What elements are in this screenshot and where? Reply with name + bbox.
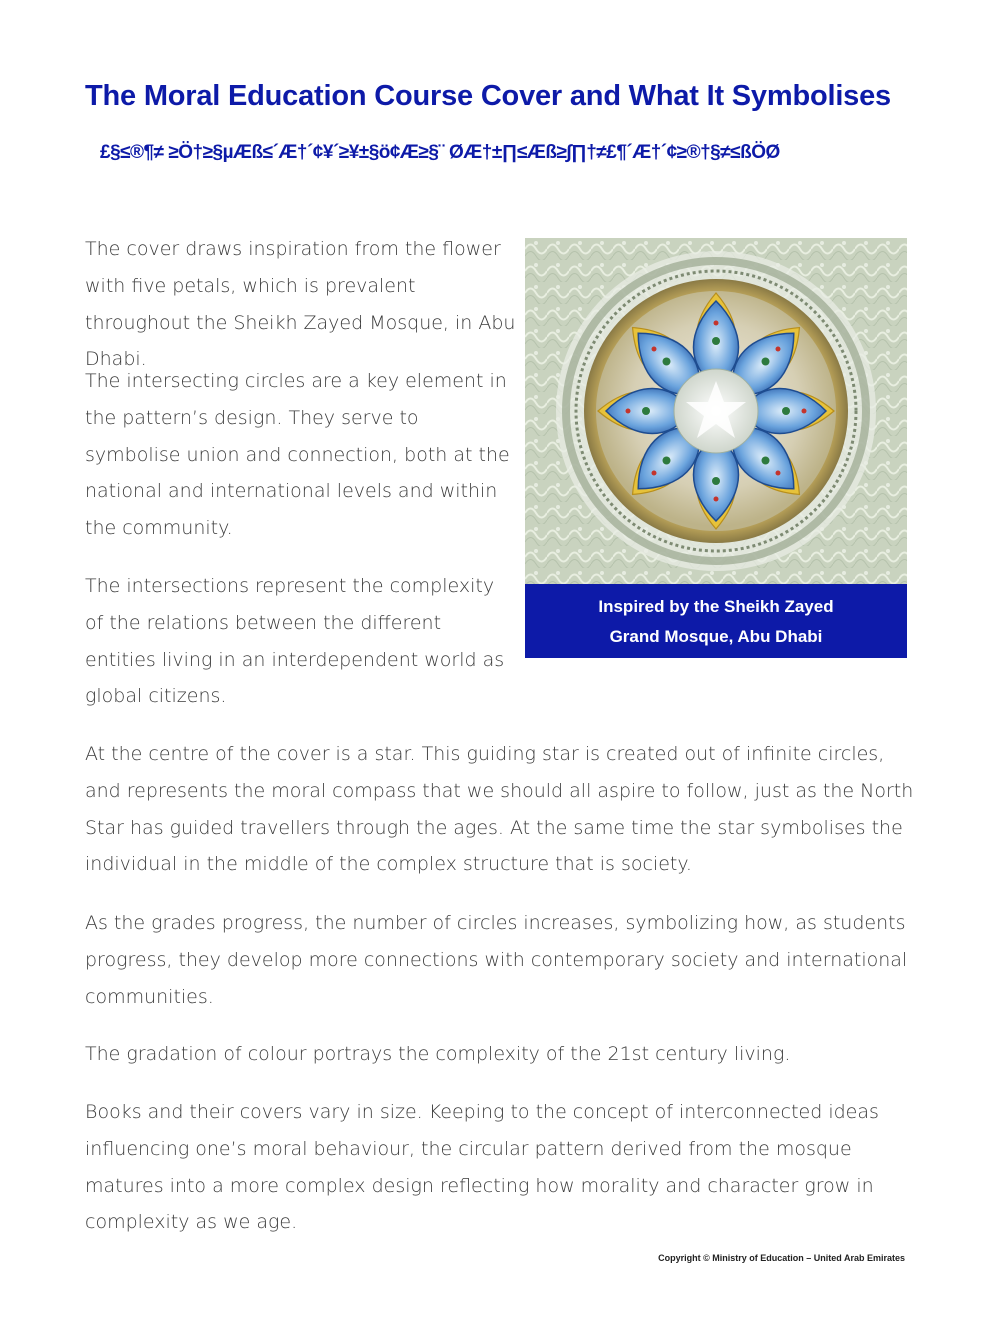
paragraph-4: At the centre of the cover is a star. This guiding star is created out of infinite circles, and represents the moral compass that we should all aspire to follow, just as the North Star has guided travellers through the ages. At the same time the star symbolises the individual in the middle of the complex structure that is society.	[85, 743, 914, 876]
paragraph-6: The gradation of colour portrays the complexity of the 21st century living.	[85, 1043, 791, 1065]
caption-line-2: Grand Mosque, Abu Dhabi	[609, 627, 823, 646]
mosque-figure	[525, 238, 907, 658]
caption-line-1: Inspired by the Sheikh Zayed	[598, 597, 834, 616]
figure-caption	[525, 584, 907, 658]
copyright-notice: Copyright © Ministry of Education – United Arab Emirates	[658, 1253, 905, 1263]
paragraph-5: As the grades progress, the number of circles increases, symbolizing how, as students progress, they develop more connections with contemporary society and international communities.	[85, 912, 908, 1008]
paragraph-2: The intersecting circles are a key element in the pattern’s design. They serve to symbolise union and connection, both at the national and international levels and within the community.	[85, 370, 510, 540]
paragraph-3: The intersections represent the complexity of the relations between the different entities living in an interdependent world as global citizens.	[85, 575, 505, 708]
paragraph-1: The cover draws inspiration from the flower with five petals, which is prevalent throughout the Sheikh Zayed Mosque, in Abu Dhabi.	[85, 238, 516, 371]
paragraph-7: Books and their covers vary in size. Keeping to the concept of interconnected ideas influencing one’s moral behaviour, the circular pattern derived from the mosque matures into a more complex design reflecting how morality and character grow in complexity as we age.	[85, 1101, 879, 1234]
mosque-dome-photo	[525, 238, 907, 584]
page-title: The Moral Education Course Cover and What It Symbolises	[85, 80, 891, 112]
page-subtitle: £§≤®¶≠ ≥Ö†≥§µÆß≤´Æ†´¢¥´≥¥±§ö¢Æ≥§¨ ØÆ†±∏≤Æß≥∫∏†≠£¶´Æ†´¢≥®†§≠≤ßÖØ	[100, 142, 780, 163]
